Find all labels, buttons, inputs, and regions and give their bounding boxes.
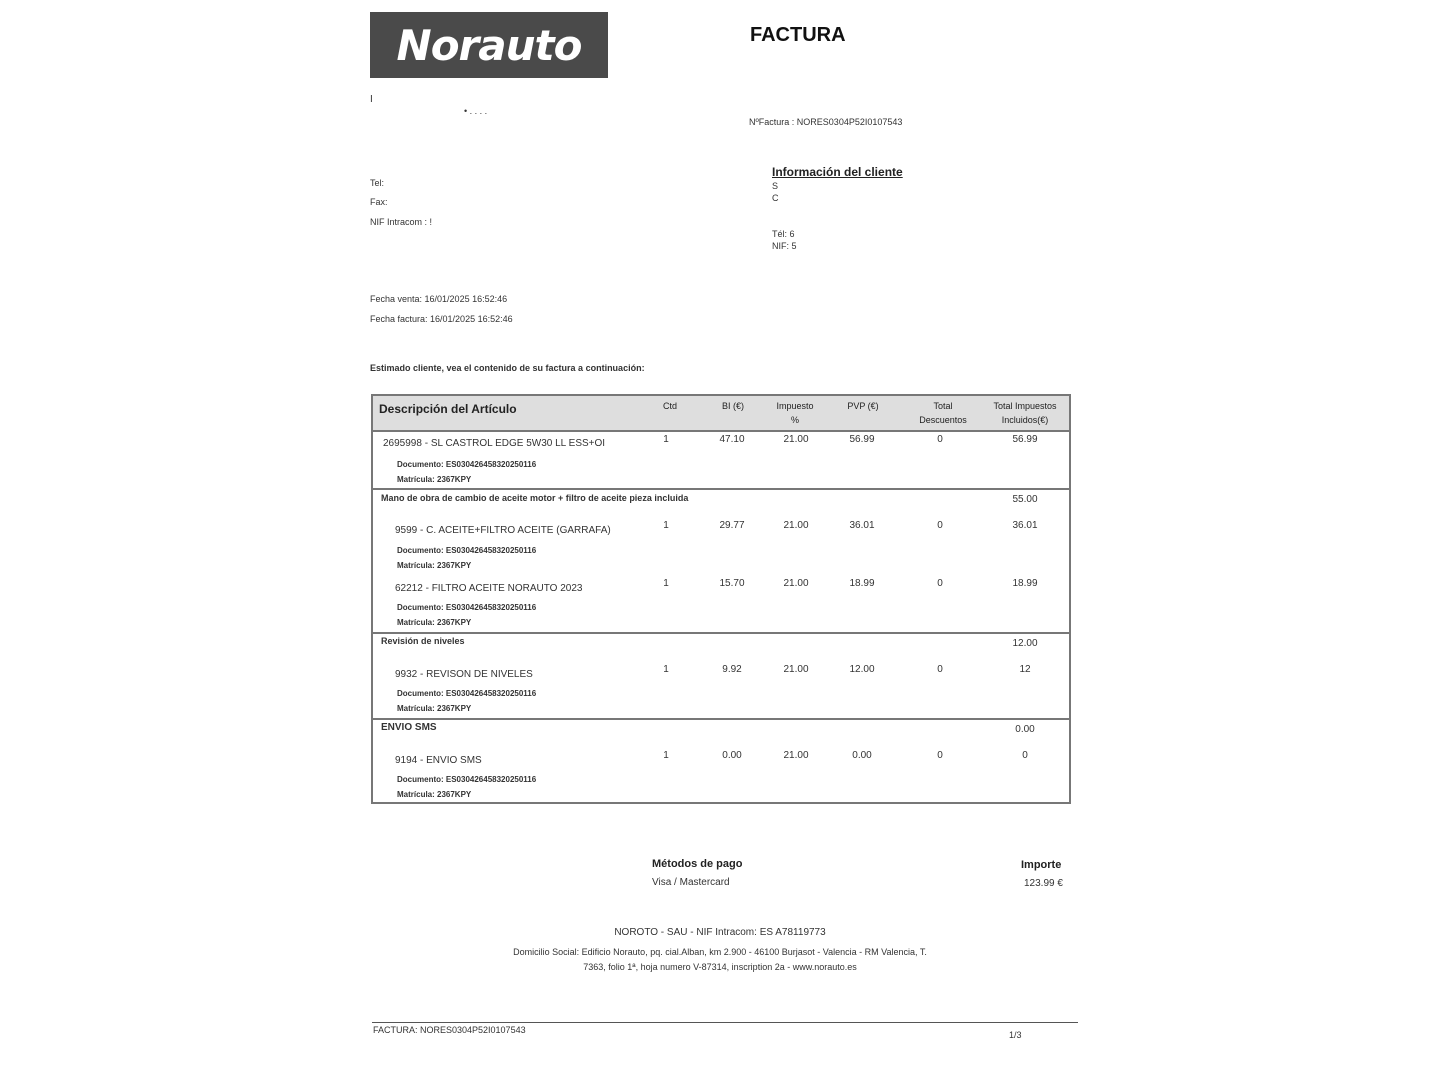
item-total: 0 [1022, 750, 1028, 761]
header-tax [765, 399, 825, 427]
item-pvp: 56.99 [849, 434, 875, 445]
header-discounts-line-1: Total [933, 401, 953, 411]
legal-line-3: 7363, folio 1ª, hoja numero V-87314, inscription 2a - www.norauto.es [583, 962, 857, 972]
item-description: 62212 - FILTRO ACEITE NORAUTO 2023 [395, 583, 583, 594]
item-document: Documento: ES030426458320250116 [397, 603, 537, 612]
group-title: Revisión de niveles [381, 636, 465, 646]
item-discount: 0 [937, 578, 943, 589]
group-separator [373, 488, 1069, 490]
invoice-number: NºFactura : NORES0304P52I0107543 [749, 117, 903, 127]
header-tax-line-2: % [790, 415, 799, 425]
item-bi: 47.10 [719, 434, 745, 445]
item-tax: 21.00 [783, 434, 809, 445]
item-pvp: 0.00 [852, 750, 872, 761]
item-tax: 21.00 [783, 664, 809, 675]
item-document: Documento: ES030426458320250116 [397, 460, 537, 469]
header-discounts-line-2: Descuentos [919, 415, 967, 425]
item-document: Documento: ES030426458320250116 [397, 775, 537, 784]
company-fax: Fax: [370, 197, 388, 207]
group-separator [373, 718, 1069, 720]
company-name: I [370, 94, 373, 105]
document-title: FACTURA [750, 24, 846, 46]
item-discount: 0 [937, 664, 943, 675]
company-address-redacted: • . . . . [464, 106, 488, 116]
header-description: Descripción del Artículo [379, 402, 517, 416]
payment-method: Visa / Mastercard [652, 877, 730, 888]
item-bi: 15.70 [719, 578, 745, 589]
item-qty: 1 [663, 578, 669, 589]
item-document: Documento: ES030426458320250116 [397, 546, 537, 555]
item-bi: 0.00 [722, 750, 742, 761]
item-plate: Matrícula: 2367KPY [397, 561, 472, 570]
client-line-2: C [772, 193, 779, 203]
sale-date: Fecha venta: 16/01/2025 16:52:46 [370, 294, 508, 304]
item-qty: 1 [663, 434, 669, 445]
item-qty: 1 [663, 664, 669, 675]
footer-invoice-number: FACTURA: NORES0304P52I0107543 [373, 1025, 526, 1035]
header-tax-line-1: Impuesto [776, 401, 814, 411]
company-tel: Tel: [370, 178, 385, 188]
item-qty: 1 [663, 750, 669, 761]
item-description: 2695998 - SL CASTROL EDGE 5W30 LL ESS+OI [383, 438, 606, 449]
invoice-page [350, 0, 1090, 1075]
invoice-table [371, 394, 1071, 804]
header-pvp: PVP (€) [847, 401, 879, 411]
item-description: 9599 - C. ACEITE+FILTRO ACEITE (GARRAFA) [395, 525, 611, 536]
client-tel: Tél: 6 [772, 229, 795, 239]
group-title: ENVIO SMS [381, 722, 437, 733]
item-total: 36.01 [1012, 520, 1038, 531]
item-pvp: 36.01 [849, 520, 875, 531]
item-pvp: 12.00 [849, 664, 875, 675]
group-total: 12.00 [1012, 638, 1038, 649]
header-total-line-2: Incluidos(€) [1001, 415, 1049, 425]
client-nif: NIF: 5 [772, 241, 797, 251]
item-bi: 9.92 [722, 664, 742, 675]
item-plate: Matrícula: 2367KPY [397, 790, 472, 799]
item-total: 12 [1019, 664, 1031, 675]
item-description: 9194 - ENVIO SMS [395, 755, 482, 766]
legal-line-1: NOROTO - SAU - NIF Intracom: ES A78119773 [614, 927, 826, 938]
item-plate: Matrícula: 2367KPY [397, 475, 472, 484]
item-total: 56.99 [1012, 434, 1038, 445]
footer-divider [372, 1022, 1078, 1023]
item-tax: 21.00 [783, 750, 809, 761]
norauto-logo [370, 12, 608, 78]
item-qty: 1 [663, 520, 669, 531]
item-document: Documento: ES030426458320250116 [397, 689, 537, 698]
item-discount: 0 [937, 750, 943, 761]
client-info-title: Información del cliente [772, 165, 903, 179]
client-line-1: S [772, 181, 779, 191]
intro-text: Estimado cliente, vea el contenido de su factura a continuación: [370, 363, 645, 373]
table-header [373, 396, 1069, 432]
group-separator [373, 632, 1069, 634]
header-total [981, 399, 1069, 427]
page-number: 1/3 [1009, 1030, 1022, 1040]
group-total: 55.00 [1012, 494, 1038, 505]
amount-title: Importe [1021, 859, 1062, 871]
amount-value: 123.99 € [1024, 878, 1063, 889]
group-title: Mano de obra de cambio de aceite motor + filtro de aceite pieza incluida [381, 493, 689, 503]
legal-line-2: Domicilio Social: Edificio Norauto, pq. cial.Alban, km 2.900 - 46100 Burjasot - Valencia - RM Valencia, T. [513, 947, 927, 957]
item-tax: 21.00 [783, 578, 809, 589]
header-bi: BI (€) [721, 401, 744, 411]
item-plate: Matrícula: 2367KPY [397, 704, 472, 713]
item-total: 18.99 [1012, 578, 1038, 589]
item-pvp: 18.99 [849, 578, 875, 589]
item-plate: Matrícula: 2367KPY [397, 618, 472, 627]
item-tax: 21.00 [783, 520, 809, 531]
item-discount: 0 [937, 520, 943, 531]
header-qty: Ctd [662, 401, 677, 411]
company-nif: NIF Intracom : ! [370, 217, 433, 227]
logo-text: Norauto [396, 20, 582, 70]
item-description: 9932 - REVISON DE NIVELES [395, 669, 533, 680]
group-total: 0.00 [1015, 724, 1035, 735]
item-discount: 0 [937, 434, 943, 445]
invoice-date: Fecha factura: 16/01/2025 16:52:46 [370, 314, 513, 324]
header-total-line-1: Total Impuestos [993, 401, 1057, 411]
payment-methods-title: Métodos de pago [652, 858, 743, 870]
header-discounts [903, 399, 983, 427]
item-bi: 29.77 [719, 520, 745, 531]
